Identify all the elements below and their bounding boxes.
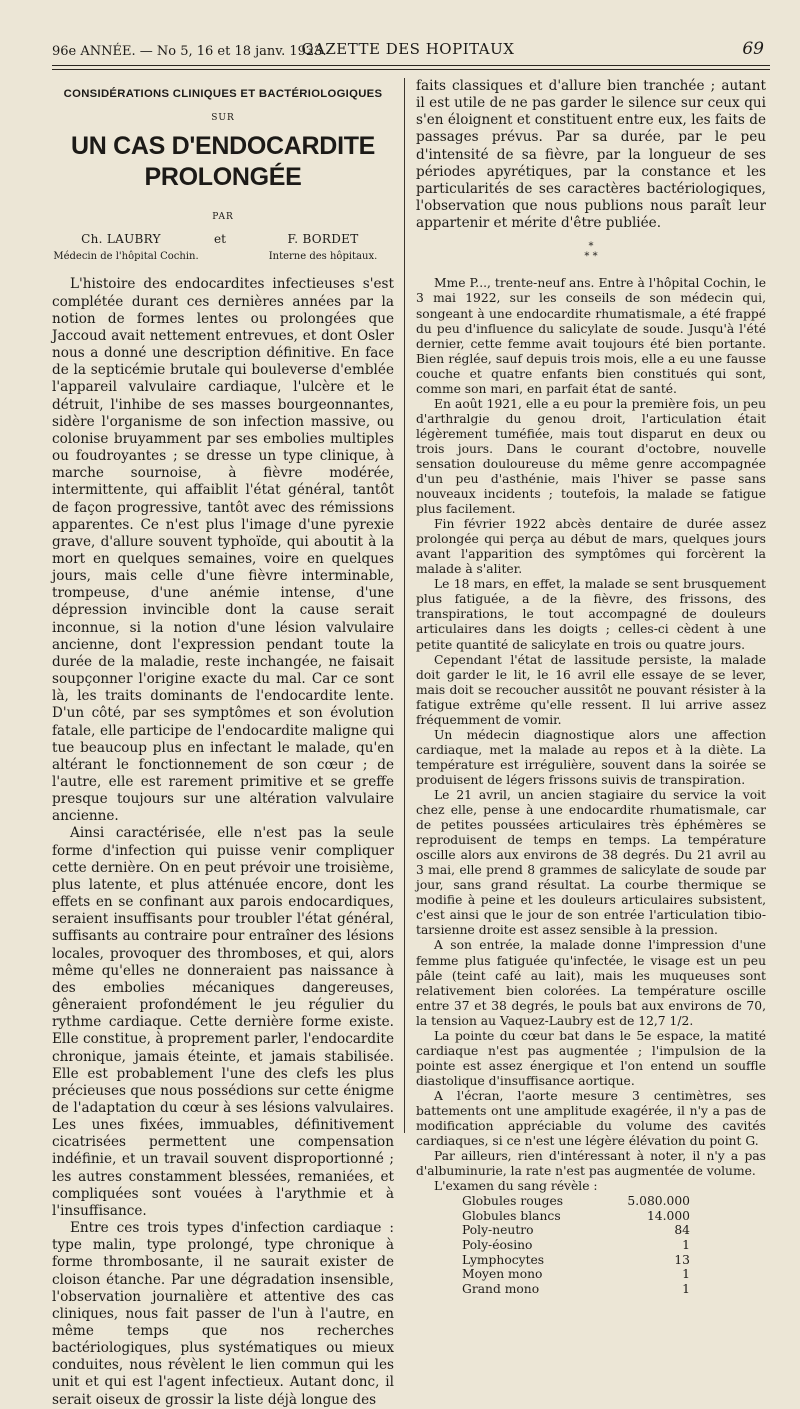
blood-row: [462, 1253, 690, 1268]
observation-paragraph: A son entrée, la malade donne l'impression d'une femme plus fatiguée qu'infectée, le visage est un peu pâle (teint café au lait), mais les muqueuses sont relativement bien colorées. La température oscille entre 37 et 38 degrés, le pouls bat aux environs de 70, la tension au Vaquez-Laubry est de 12,7 1/2.: [416, 938, 766, 1028]
author-2-role: Interne des hôpitaux.: [268, 251, 378, 263]
body-paragraph: Ainsi caractérisée, elle n'est pas la seule forme d'infection qui puisse venir compliquer cette dernière. On en peut prévoir une troisième, plus latente, et plus atténuée encore, dont les effets en se confinant aux parois endocardiques, seraient insuffisants pour troubler l'état général, suffisants au contraire pour entraîner des lésions locales, provoquer des thromboses, et qui, alors même qu'elles ne donneraient pas naissance à des embolies mécaniques dangereuses, gêneraient profondément le jeu régulier du rythme cardiaque. Cette dernière forme existe. Elle constitue, à proprement parler, l'endocardite chronique, jamais éteinte, et jamais stabilisée. Elle est probablement l'une des clefs les plus précieuses que nous possédions sur cette énigme de l'adaptation du cœur à ses lésions valvulaires. Les unes fixées, immuables, définitivement cicatrisées permettent une compensation indéfinie, et un travail souvent disproportionné ; les autres constamment blessées, remaniées, et compliquées sont vouées à l'arythmie et à l'insuffisance.: [52, 825, 394, 1219]
blood-row: [462, 1209, 690, 1224]
blood-value: 1: [682, 1267, 690, 1282]
blood-label: Lymphocytes: [462, 1252, 545, 1267]
header-rule: [52, 65, 770, 66]
separator-star-bottom: * *: [584, 251, 598, 263]
observation-paragraph: L'examen du sang révèle :: [434, 1179, 598, 1194]
article-supertitle: CONSIDÉRATIONS CLINIQUES ET BACTÉRIOLOGIQUES: [63, 88, 383, 100]
blood-row: [462, 1267, 690, 1282]
separator-star-top: *: [588, 241, 594, 253]
observation-paragraph: La pointe du cœur bat dans le 5e espace, la matité cardiaque n'est pas augmentée ; l'impulsion de la pointe est assez énergique et l'on entend un souffle diastolique d'insuffisance aortique.: [416, 1028, 766, 1088]
section-separator: [416, 242, 766, 262]
page-number: 69: [742, 39, 764, 59]
author-1-name: Ch. LAUBRY: [81, 232, 161, 247]
author-2-name: F. BORDET: [287, 232, 359, 247]
observation-paragraph: Cependant l'état de lassitude persiste, la malade doit garder le lit, le 16 avril elle essaye de se lever, mais doit se recoucher aussitôt ne pouvant résister à la fatigue extrême qu'elle ressent. Il lui arrive assez fréquemment de vomir.: [416, 652, 766, 727]
header-rule-thin: [52, 69, 770, 70]
blood-value: 13: [674, 1252, 690, 1267]
right-column: [416, 78, 766, 1296]
body-paragraph: L'histoire des endocardites infectieuses s'est complétée durant ces dernières années par la notion de formes lentes ou prolongées que Jaccoud avait nettement entrevues, et dont Osler nous a donné une description définitive. En face de la septicémie brutale qui bouleverse d'emblée l'appareil valvulaire cardiaque, l'ulcère et le détruit, l'inhibe de ses masses bourgeonnantes, sidère l'organisme de son infection massive, ou colonise bruyamment par ses embolies multiples ou foudroyantes ; se dresse un type clinique, à marche sournoise, à fièvre modérée, intermittente, qui affaiblit l'état général, tantôt de façon progressive, tantôt avec des rémissions apparentes. Ce n'est plus l'image d'une pyrexie grave, d'allure souvent typhoïde, qui aboutit à la mort en quelques semaines, voire en quelques jours, mais celle d'une fièvre interminable, trompeuse, d'une anémie intense, d'une dépression invincible dont la cause serait inconnue, si la notion d'une lésion valvulaire ancienne, dont l'expression pendant toute la durée de la maladie, reste inchangée, ne faisait soupçonner l'origine exacte du mal. Car ce sont là, les traits dominants de l'endocardite lente. D'un côté, par ses symptômes et son évolution fatale, elle participe de l'endocardite maligne qui tue beaucoup plus en infectant le malade, qu'en altérant le fonctionnement de son cœur ; de l'autre, elle est rarement primitive et se greffe presque toujours sur une altération valvulaire ancienne.: [52, 276, 394, 825]
left-column: [52, 78, 394, 1409]
observation-section: [416, 276, 766, 1194]
article-title: UN CAS D'ENDOCARDITE PROLONGÉE: [70, 132, 376, 192]
continued-paragraph: faits classiques et d'allure bien tranchée ; autant il est utile de ne pas garder le silence sur ceux qui s'en éloignent et constituent entre eux, les faits de passages prévus. Par sa durée, par le peu d'intensité de sa fièvre, par la longueur de ses périodes apyrétiques, par la constance et les particularités de ses caractères bactériologiques, l'observation que nous publions nous paraît leur appartenir et mérite d'être publiée.: [416, 78, 766, 232]
observation-paragraph: Le 18 mars, en effet, la malade se sent brusquement plus fatiguée, a de la fièvre, des frissons, des transpirations, le tout accompagné de douleurs articulaires dans les doigts ; celles-ci cèdent à une petite quantité de salicylate en trois ou quatre jours.: [416, 577, 766, 652]
observation-paragraph: Mme P..., trente-neuf ans. Entre à l'hôpital Cochin, le 3 mai 1922, sur les conseils de son médecin qui, songeant à une endocardite rhumatismale, a été frappé du peu d'influence du salicylate de soude. Jusqu'à l'été dernier, cette femme avait toujours été bien portante. Bien réglée, sauf depuis trois mois, elle a eu une fausse couche et quatre enfants bien constitués qui sont, comme son mari, en parfait état de santé.: [416, 276, 766, 396]
blood-row: [462, 1238, 690, 1253]
authors-block: [52, 231, 394, 267]
column-divider: [404, 78, 405, 1133]
blood-label: Moyen mono: [462, 1267, 543, 1282]
issue-info: 96e ANNÉE. — No 5, 16 et 18 janv. 1923.: [52, 44, 327, 59]
observation-paragraph: Fin février 1922 abcès dentaire de durée assez prolongée qui perça au début de mars, quelques jours avant l'apparition des symptômes qui forcèrent la malade à s'aliter.: [416, 517, 766, 577]
body-paragraph: Entre ces trois types d'infection cardiaque : type malin, type prolongé, type chronique à forme thrombosante, il ne saurait exister de cloison étanche. Par une dégradation insensible, l'observation journalière et attentive des cas cliniques, nous fait passer de l'un à l'autre, en même temps que nos recherches bactériologiques, plus systématiques ou mieux conduites, nous révèlent le lien commun qui les unit et qui est l'agent infectieux. Autant donc, il serait oiseux de grossir la liste déjà longue des: [52, 1220, 394, 1408]
blood-row: [462, 1194, 690, 1209]
blood-value: 1: [682, 1281, 690, 1296]
blood-value: 84: [674, 1223, 690, 1238]
observation-paragraph: Par ailleurs, rien d'intéressant à noter, il n'y a pas d'albuminurie, la rate n'est pas augmentée de volume.: [416, 1149, 766, 1179]
article-sur: SUR: [211, 113, 235, 124]
blood-value: 5.080.000: [627, 1194, 690, 1209]
blood-value: 14.000: [646, 1208, 690, 1223]
journal-title: GAZETTE DES HOPITAUX: [301, 40, 515, 58]
blood-label: Globules blancs: [462, 1208, 561, 1223]
blood-label: Globules rouges: [462, 1194, 564, 1209]
article-par: PAR: [212, 212, 234, 223]
observation-paragraph: Le 21 avril, un ancien stagiaire du service la voit chez elle, pense à une endocardite rhumatismale, car de petites poussées articulaires très éphémères se reproduisent de temps en temps. La température oscille alors aux environs de 38 degrés. Du 21 avril au 3 mai, elle prend 8 grammes de salicylate de soude par jour, sans grand résultat. La courbe thermique se modifie à peine et les douleurs articulaires subsistent, c'est ainsi que le jour de son entrée l'articulation tibio-tarsienne droite est assez sensible à la pression.: [416, 788, 766, 938]
blood-label: Poly-éosino: [462, 1238, 533, 1253]
author-conjunction: et: [214, 232, 226, 247]
blood-row: [462, 1282, 690, 1297]
author-1-role: Médecin de l'hôpital Cochin.: [53, 251, 199, 263]
blood-label: Poly-neutro: [462, 1223, 534, 1238]
observation-paragraph: En août 1921, elle a eu pour la première fois, un peu d'arthralgie du genou droit, l'articulation était légèrement tuméfiée, mais tout disparut en deux ou trois jours. Dans le courant d'octobre, nouvelle sensation douloureuse du même genre accompagnée d'un peu d'asthénie, mais l'hiver se passe sans nouveaux incidents ; toutefois, la malade se fatigue plus facilement.: [416, 396, 766, 517]
blood-exam-table: [462, 1194, 690, 1296]
blood-row: [462, 1223, 690, 1238]
page-header: [52, 36, 764, 62]
observation-paragraph: A l'écran, l'aorte mesure 3 centimètres, ses battements ont une amplitude exagérée, il n'y a pas de modification appréciable du volume des cavités cardiaques, si ce n'est une légère élévation du point G.: [416, 1088, 766, 1149]
blood-label: Grand mono: [462, 1281, 540, 1296]
observation-paragraph: Un médecin diagnostique alors une affection cardiaque, met la malade au repos et à la diète. La température est irrégulière, souvent dans la soirée se produisent de légers frissons suivis de transpiration.: [416, 727, 766, 787]
blood-value: 1: [682, 1238, 690, 1253]
